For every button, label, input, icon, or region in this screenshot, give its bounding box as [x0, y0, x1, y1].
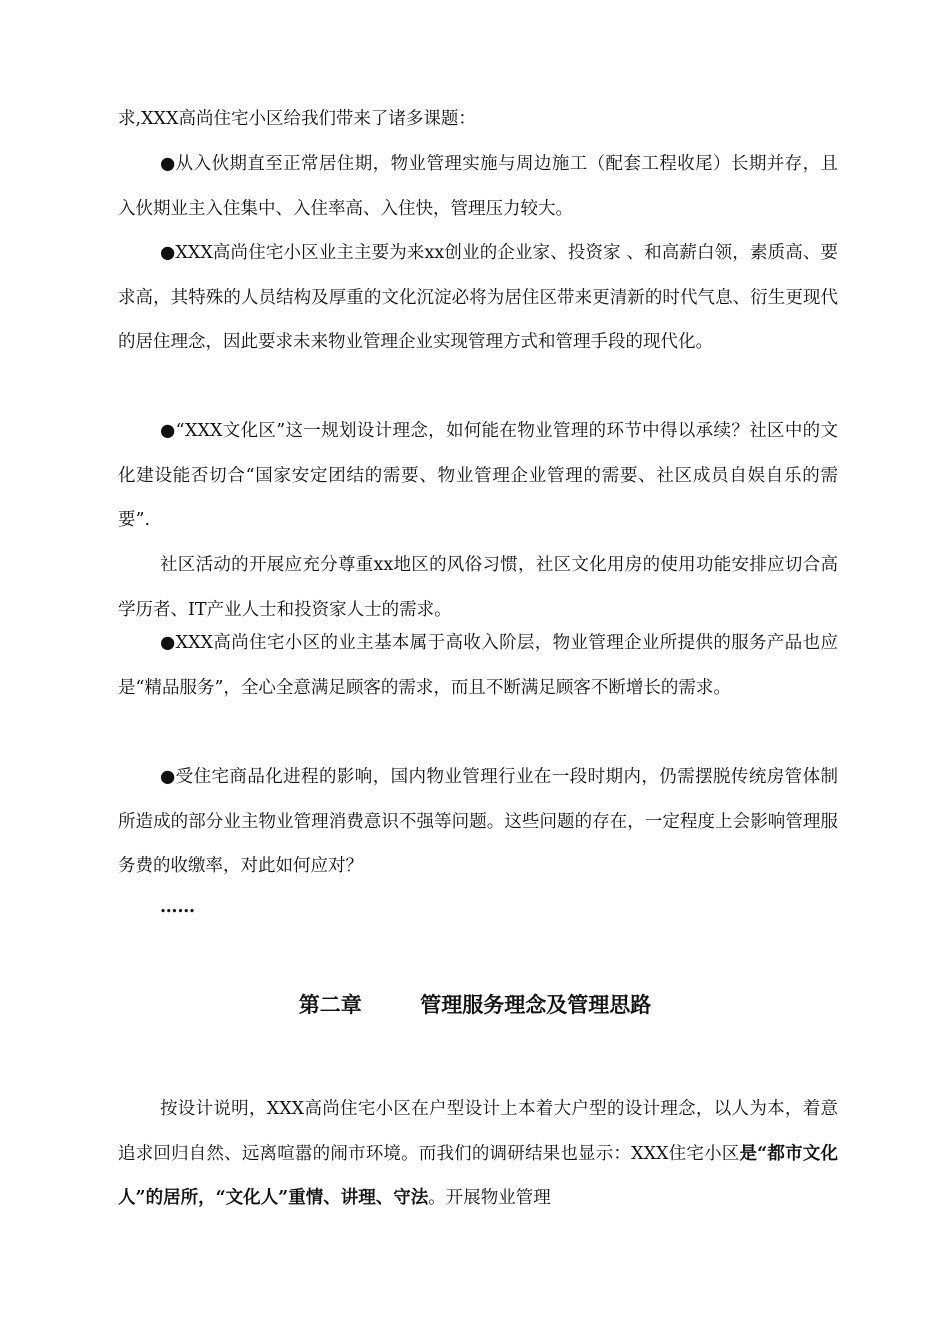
paragraph-bullet-4: ●XXX高尚住宅小区的业主基本属于高收入阶层，物业管理企业所提供的服务产品也应是“精品服务”，全心全意满足顾客的需求，而且不断满足顾客不断增长的需求。 [118, 633, 838, 698]
paragraph-bullet-5: ●受住宅商品化进程的影响，国内物业管理行业在一段时期内，仍需摆脱传统房管体制所造成的部分业主物业管理消费意识不强等问题。这些问题的存在，一定程度上会影响管理服务费的收缴率，对此如何应对？ [118, 767, 838, 877]
paragraph-bullet-2: ●XXX高尚住宅小区业主主要为来xx创业的企业家、投资家 、和高薪白领，素质高、要求高，其特殊的人员结构及厚重的文化沉淀必将为居住区带来更清新的时代气息、衍生更现代的居住理念，因此要求未来物业管理企业实现管理方式和管理手段的现代化。 [118, 243, 838, 353]
closing-bold-text: 是“都市文化人”的居所，“文化人”重情、讲理、守法 [118, 1143, 838, 1209]
paragraph-bullet-1: ●从入伙期直至正常居住期，物业管理实施与周边施工（配套工程收尾）长期并存，且入伙期业主入住集中、入住率高、入住快，管理压力较大。 [118, 154, 838, 219]
chapter-number: 第二章 [298, 992, 362, 1017]
chapter-heading [0, 985, 950, 1025]
paragraph-bullet-3: ●“XXX文化区”这一规划设计理念，如何能在物业管理的环节中得以承续？社区中的文化建设能否切合“国家安定团结的需要、物业管理企业管理的需要、社区成员自娱自乐的需要”. [118, 421, 838, 531]
ellipsis: …… [160, 897, 195, 917]
paragraph-community: 社区活动的开展应充分尊重xx地区的风俗习惯，社区文化用房的使用功能安排应切合高学历者、IT产业人士和投资家人士的需求。 [118, 555, 838, 620]
paragraph-intro: 求,XXX高尚住宅小区给我们带来了诸多课题： [118, 109, 476, 129]
closing-text-end: 。开展物业管理 [428, 1188, 551, 1209]
paragraph-closing [118, 1087, 838, 1221]
closing-text-start: 按设计说明，XXX高尚住宅小区在户型设计上本着大户型的设计理念，以人为本，着意追求回归自然、远离喧嚣的闹市环境。而我们的调研结果也显示：XXX住宅小区 [118, 1099, 838, 1164]
chapter-title: 管理服务理念及管理思路 [420, 992, 652, 1017]
